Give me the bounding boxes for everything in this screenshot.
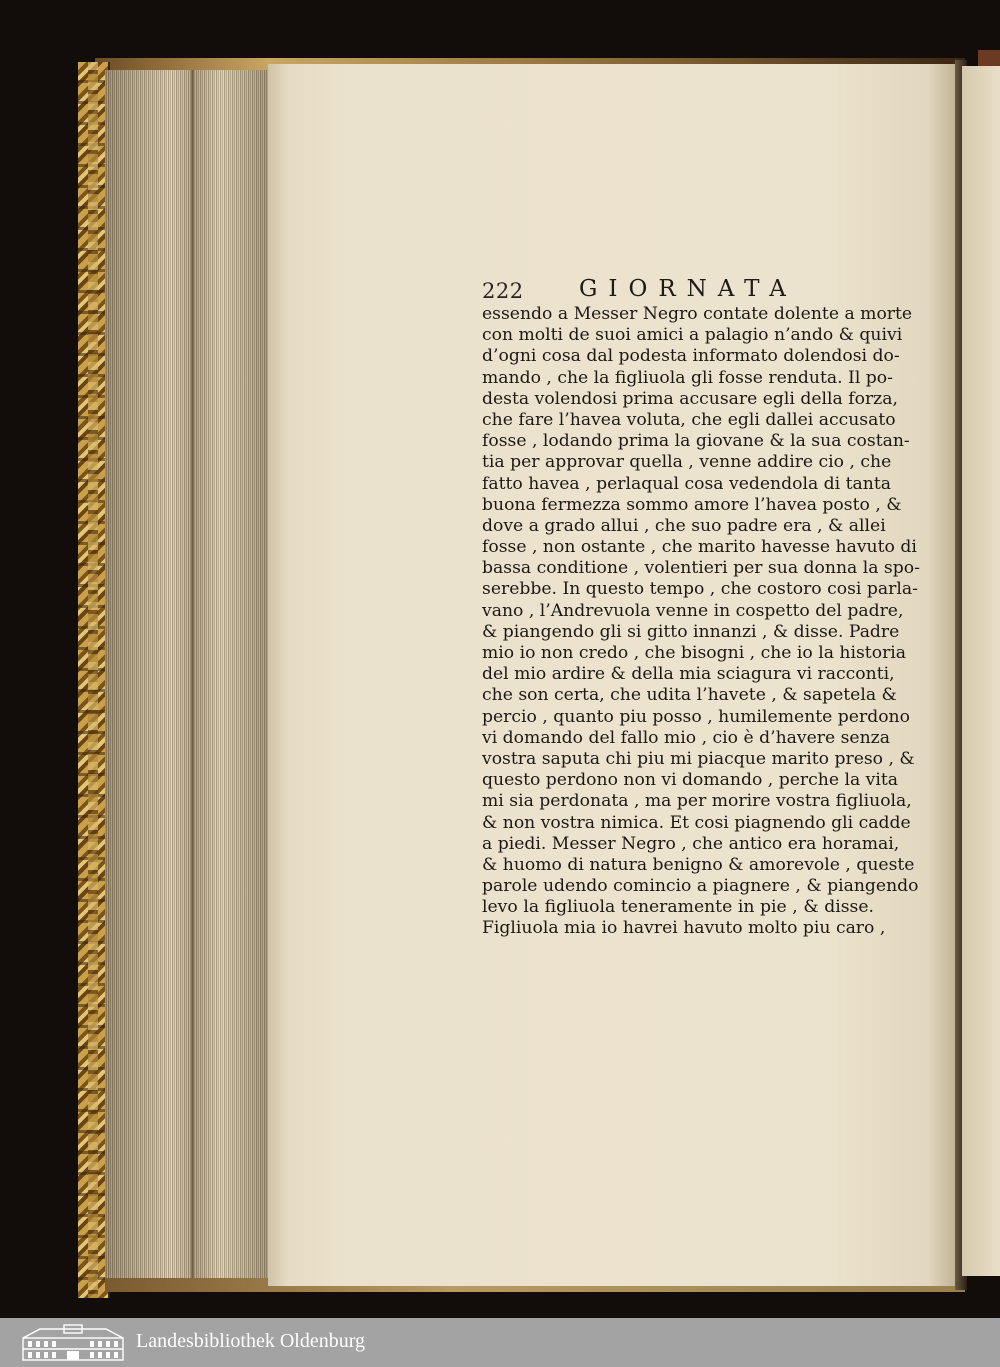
- text-line: mi sia perdonata , ma per morire vostra figliuola,: [482, 791, 912, 812]
- text-line: & non vostra nimica. Et cosi piagnendo gli cadde: [482, 812, 911, 833]
- text-line: parole udendo comincio a piagnere , & piangendo: [482, 876, 919, 897]
- text-line: essendo a Messer Negro contate dolente a morte: [482, 304, 913, 324]
- facing-page-edge: [962, 66, 1000, 1276]
- footer-bar: [0, 1318, 1000, 1367]
- text-line: del mio ardire & della mia sciagura vi racconti,: [482, 664, 895, 685]
- text-line: & piangendo gli si gitto innanzi , & disse. Padre: [482, 621, 900, 642]
- running-head: GIORNATA: [579, 276, 797, 302]
- text-line: & huomo di natura benigno & amorevole , queste: [482, 854, 915, 875]
- text-line: fosse , non ostante , che marito havesse havuto di: [482, 537, 917, 558]
- text-line: che son certa, che udita l’havete , & sapetela &: [482, 685, 897, 706]
- library-building-icon: [20, 1324, 126, 1362]
- text-line: vi domando del fallo mio , cio è d’havere senza: [482, 727, 890, 748]
- text-line: con molti de suoi amici a palagio n’ando & quivi: [482, 325, 903, 346]
- text-line: buona fermezza sommo amore l’havea posto , &: [482, 494, 902, 515]
- page-number: 222: [482, 279, 524, 303]
- text-line: Figliuola mia io havrei havuto molto piu caro ,: [482, 918, 886, 939]
- text-line: vostra saputa chi piu mi piacque marito preso , &: [482, 748, 915, 769]
- text-line: mio io non credo , che bisogni , che io la historia: [482, 643, 907, 663]
- text-line: serebbe. In questo tempo , che costoro cosi parla-: [482, 579, 918, 600]
- text-line: levo la figliuola teneramente in pie , & disse.: [482, 897, 874, 918]
- text-line: bassa conditione , volentieri per sua donna la spo-: [482, 558, 920, 579]
- text-line: fatto havea , perlaqual cosa vedendola di tanta: [482, 473, 892, 494]
- text-line: che fare l’havea voluta, che egli dallei accusato: [482, 409, 896, 430]
- library-name: Landesbibliothek Oldenburg: [136, 1330, 366, 1352]
- page-block-edge: [105, 70, 270, 1285]
- text-line: vano , l’Andrevuola venne in cospetto del padre,: [482, 600, 904, 621]
- text-line: questo perdono non vi domando , perche la vita: [482, 770, 899, 791]
- text-line: percio , quanto piu posso , humilemente perdono: [482, 706, 910, 727]
- page-header: [482, 276, 797, 306]
- text-line: desta volendosi prima accusare egli della forza,: [482, 388, 898, 409]
- text-line: mando , che la figliuola gli fosse renduta. Il po-: [482, 367, 893, 388]
- body-text: [482, 304, 920, 940]
- text-line: tia per approvar quella , venne addire cio , che: [482, 452, 892, 473]
- text-line: d’ogni cosa dal podesta informato dolendosi do-: [482, 346, 900, 367]
- text-line: fosse , lodando prima la giovane & la sua costan-: [482, 431, 910, 452]
- text-line: a piedi. Messer Negro , che antico era horamai,: [482, 833, 900, 854]
- text-line: dove a grado allui , che suo padre era , & allei: [482, 515, 886, 536]
